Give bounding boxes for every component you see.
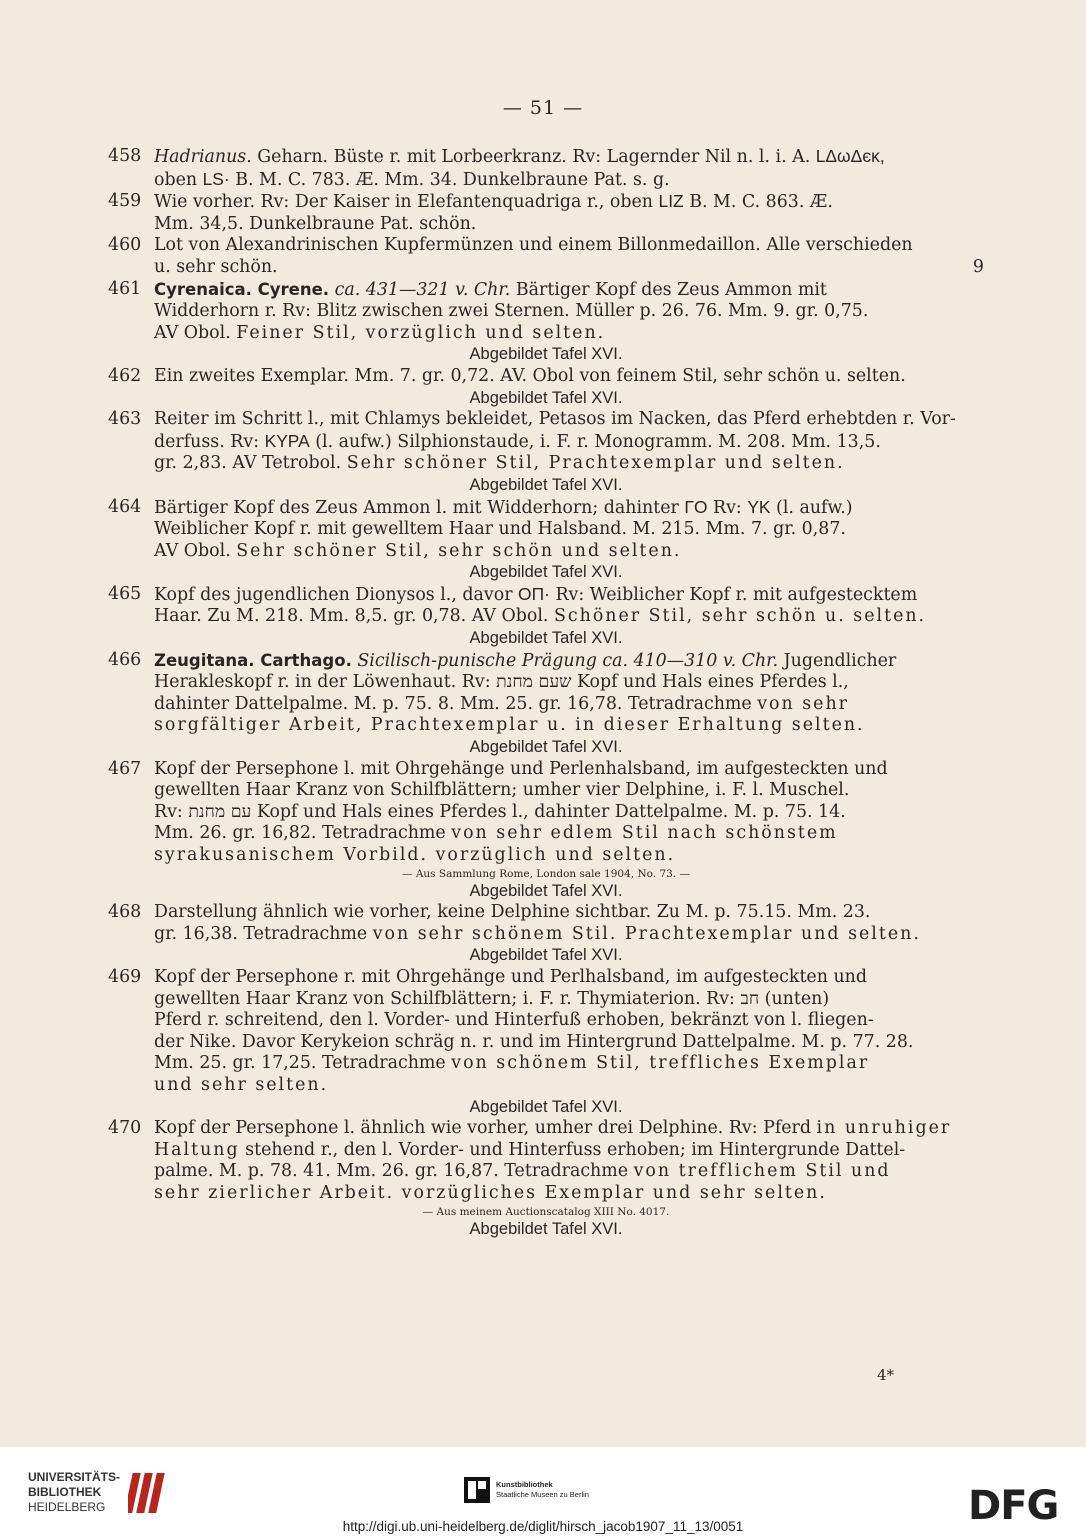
catalog-entry (108, 497, 984, 584)
entry-text: Wie vorher. Rv: Der Kaiser in Elefantenquadriga r., oben (154, 192, 659, 213)
entry-text: OΠ· (518, 583, 550, 604)
entry-line (154, 967, 984, 989)
entry-text: gewellten Haar Kranz von Schilfblättern; i. F. r. Thymiaterion. Rv: חב (unten) (154, 988, 830, 1009)
entry-text: B. M. C. 783. Æ. Mm. 34. Dunkelbraune Pat. s. g. (229, 169, 670, 190)
plate-caption: Abgebildet Tafel XVI. (469, 629, 623, 648)
entry-number: 470 (108, 1118, 142, 1139)
entry-text: gr. 16,38. Tetradrachme (154, 923, 373, 944)
entry-text: Pferd r. schreitend, den l. Vorder- und Hinterfuß erhoben, bekränzt von l. fliegen- (154, 1010, 874, 1031)
entry-text: AV Obol. (154, 322, 237, 343)
entry-text: und sehr selten. (154, 1074, 329, 1095)
entry-text: u. sehr schön. (154, 256, 278, 277)
plate-caption: Abgebildet Tafel XVI. (469, 345, 623, 364)
entry-number: 464 (108, 496, 142, 517)
plate-caption: Abgebildet Tafel XVI. (469, 1219, 623, 1238)
entry-line (154, 519, 984, 541)
entry-text: Herakleskopf r. in der Löwenhaut. Rv: שעם מחנת Kopf und Hals eines Pferdes l., (154, 672, 849, 693)
entry-text: YK (747, 496, 771, 517)
entry-text: von sehr (757, 693, 849, 714)
library-emblem-icon (128, 1467, 172, 1517)
entry-text: palme. M. p. 78. 41. Mm. 26. gr. 16,87. Tetradrachme (154, 1161, 634, 1182)
kunstbibliothek-emblem-icon (464, 1477, 490, 1503)
entry-line (154, 823, 984, 845)
entry-line (154, 1140, 984, 1162)
entry-line (154, 235, 984, 257)
signature-mark: 4* (877, 1366, 895, 1384)
entry-line (154, 257, 984, 279)
entry-line (154, 323, 984, 345)
catalog-entry (108, 235, 984, 278)
entry-text: (l. aufw.) Silphionstaude, i. F. r. Monogramm. M. 208. Mm. 13,5. (309, 431, 881, 452)
entry-text: Rv: עם מחנת Kopf und Hals eines Pferdes l., dahinter Dattelpalme. M. p. 75. 14. (154, 801, 846, 822)
entry-text: dahinter Dattelpalme. M. p. 75. 8. Mm. 25. gr. 16,78. Tetradrachme (154, 693, 758, 714)
entry-text: B. M. C. 863. Æ. (683, 192, 833, 213)
uni-line-1: UNIVERSITÄTS- (28, 1469, 121, 1484)
entry-number: 468 (108, 902, 142, 923)
entry-text: Geharn. Büste r. mit Lorbeerkranz. Rv: Lagernder Nil n. l. i. A. (251, 147, 816, 167)
entry-text: von sehr edlem Stil nach schönstem (451, 823, 838, 844)
entry-number: 463 (108, 409, 142, 430)
entry-number: 466 (108, 649, 142, 670)
entry-number: 458 (108, 146, 142, 166)
entry-text: Rv: Weiblicher Kopf r. mit aufgestecktem (549, 584, 918, 605)
entry-text: von schönem Stil, treffliches Exemplar (451, 1053, 870, 1074)
entry-number: 469 (108, 966, 142, 987)
entry-text: LS· (202, 168, 230, 189)
entry-text: Reiter im Schritt l., mit Chlamys bekleidet, Petasos im Nacken, das Pferd erhebtden r. Vor- (154, 409, 956, 430)
plate-caption: Abgebildet Tafel XVI. (469, 738, 623, 757)
entry-line (154, 169, 984, 192)
entry-text: Mm. 34,5. Dunkelbraune Pat. schön. (154, 213, 477, 234)
entry-text: der Nike. Davor Kerykeion schräg n. r. und im Hintergrund Dattelpalme. M. p. 77. 28. (154, 1031, 914, 1052)
entry-text: Weiblicher Kopf r. mit gewelltem Haar und Halsband. M. 215. Mm. 7. gr. 0,87. (154, 519, 846, 540)
entry-line (154, 924, 984, 946)
catalog-entries (108, 146, 984, 1240)
catalog-entry (108, 967, 984, 1118)
catalog-entry (108, 366, 984, 409)
entry-text: oben (154, 169, 203, 190)
catalog-entry (108, 650, 984, 759)
entry-text: AV Obol. (154, 540, 237, 561)
entry-number: 465 (108, 583, 142, 604)
plate-caption: Abgebildet Tafel XVI. (469, 946, 623, 965)
entry-line (154, 845, 984, 867)
entry-line (154, 1053, 984, 1075)
entry-text: Darstellung ähnlich wie vorher, keine Delphine sichtbar. Zu M. p. 75.15. Mm. 23. (154, 902, 871, 923)
entry-text: LIZ (658, 191, 684, 212)
dfg-logo[interactable]: DFG (968, 1483, 1059, 1529)
permalink-url[interactable]: http://digi.ub.uni-heidelberg.de/diglit/hirsch_jacob1907_11_13/0051 (342, 1519, 744, 1534)
entry-line (154, 541, 984, 563)
uni-line-2: BIBLIOTHEK (28, 1484, 102, 1499)
entry-line (154, 301, 984, 323)
plate-caption: Abgebildet Tafel XVI. (469, 388, 623, 407)
entry-line (154, 214, 984, 236)
heidelberg-library-logo[interactable] (28, 1467, 172, 1517)
page-number: — 51 — (502, 97, 584, 119)
kunstbibliothek-logo[interactable] (464, 1477, 589, 1503)
entry-line (154, 1032, 984, 1054)
entry-text: Hadrianus. (154, 147, 252, 167)
entry-text: Kopf der Persephone r. mit Ohrgehänge und Perlhalsband, im aufgesteckten und (154, 966, 867, 987)
entry-line (154, 715, 984, 737)
catalog-entry (108, 759, 984, 903)
entry-text: Kopf der Persephone l. ähnlich wie vorher, umher drei Delphine. Rv: Pferd (154, 1118, 817, 1139)
entry-line (154, 780, 984, 802)
entry-line (154, 409, 984, 431)
plate-caption: Abgebildet Tafel XVI. (469, 881, 623, 900)
catalog-entry (108, 279, 984, 366)
entry-text: LΔωΔєκ, (815, 146, 885, 166)
entry-text: (l. aufw.) (770, 497, 853, 518)
entry-line (154, 672, 984, 694)
entry-line (154, 1161, 984, 1183)
catalog-entry (108, 146, 984, 191)
catalog-entry (108, 584, 984, 650)
catalog-entry (108, 409, 984, 496)
catalog-entry (108, 902, 984, 967)
entry-line (154, 759, 984, 781)
entry-text: Widderhorn r. Rv: Blitz zwischen zwei Sternen. Müller p. 26. 76. Mm. 9. gr. 0,75. (154, 301, 869, 322)
entry-text: Bärtiger Kopf des Zeus Ammon mit (510, 279, 827, 300)
entry-text: Jugendlicher (778, 650, 897, 671)
entry-line (154, 584, 984, 607)
entry-line (154, 902, 984, 924)
entry-text: in unruhiger (816, 1118, 952, 1139)
entry-text: Mm. 26. gr. 16,82. Tetradrachme (154, 823, 452, 844)
plate-caption: Abgebildet Tafel XVI. (469, 475, 623, 494)
provenance-note: — Aus meinem Auctionscatalog XIII No. 4017. (422, 1205, 670, 1218)
entry-line (154, 191, 984, 214)
entry-number: 461 (108, 278, 142, 299)
entry-line (154, 453, 984, 475)
entry-text: stehend r., den l. Vorder- und Hinterfuss erhoben; im Hintergrunde Dattel- (239, 1139, 906, 1160)
entry-line (154, 146, 984, 169)
entry-line (154, 1010, 984, 1032)
entry-line (154, 1075, 984, 1097)
entry-number: 459 (108, 191, 142, 212)
entry-text: ca. 431—321 v. Chr. (334, 279, 511, 300)
entry-text: KYPA (264, 430, 310, 451)
entry-text: Sehr schöner Stil, Prachtexemplar und selten. (346, 453, 845, 474)
entry-text: Cyrenaica. Cyrene. (154, 279, 330, 299)
entry-text: Lot von Alexandrinischen Kupfermünzen und einem Billonmedaillon. Alle verschieden (154, 235, 913, 256)
entry-text: syrakusanischem Vorbild. vorzüglich und selten. (154, 845, 676, 865)
entry-text: Sicilisch-punische Prägung ca. 410—310 v. Chr. (357, 650, 779, 671)
entry-line (154, 650, 984, 673)
entry-text: von trefflichem Stil und (633, 1161, 891, 1182)
entry-line (154, 802, 984, 824)
entry-line (154, 989, 984, 1011)
entry-line (154, 1118, 984, 1140)
entry-text: sorgfältiger Arbeit, Prachtexemplar u. in dieser Erhaltung selten. (154, 715, 865, 736)
entry-text: Ein zweites Exemplar. Mm. 7. gr. 0,72. AV. Obol von feinem Stil, sehr schön u. selten. (154, 365, 906, 386)
uni-line-3: HEIDELBERG (28, 1499, 106, 1514)
entry-line (154, 694, 984, 716)
entry-text: gewellten Haar Kranz von Schilfblättern; umher vier Delphine, i. F. l. Muschel. (154, 780, 850, 801)
entry-text: ΓO (684, 496, 708, 517)
entry-text: Kopf der Persephone l. mit Ohrgehänge und Perlenhalsband, im aufgesteckten und (154, 758, 888, 779)
entry-text: Zeugitana. Carthago. (154, 650, 352, 670)
entry-line (154, 366, 984, 388)
entry-text: Bärtiger Kopf des Zeus Ammon l. mit Widderhorn; dahinter (154, 497, 685, 518)
entry-text: gr. 2,83. AV Tetrobol. (154, 453, 347, 474)
entry-number: 467 (108, 758, 142, 779)
catalog-entry (108, 191, 984, 235)
entry-text: derfuss. Rv: (154, 431, 265, 452)
entry-text: Haar. Zu M. 218. Mm. 8,5. gr. 0,78. AV Obol. (154, 606, 554, 627)
entry-text: Kopf des jugendlichen Dionysos l., davor (154, 584, 519, 605)
entry-line (154, 606, 984, 628)
entry-line (154, 279, 984, 302)
entry-number: 462 (108, 365, 142, 386)
entry-line (154, 497, 984, 520)
entry-text: Sehr schöner Stil, sehr schön und selten. (236, 540, 682, 561)
entry-text: Rv: (707, 497, 748, 518)
entry-text: von sehr schönem Stil. Prachtexemplar und selten. (372, 923, 921, 944)
entry-text: Schöner Stil, sehr schön u. selten. (553, 606, 927, 627)
footer-bar (0, 1447, 1086, 1540)
plate-caption: Abgebildet Tafel XVI. (469, 563, 623, 582)
kb-line-2: Staatliche Museen zu Berlin (496, 1490, 589, 1499)
entry-number: 460 (108, 235, 142, 256)
entry-line (154, 1183, 984, 1205)
entry-text: 9 (972, 256, 984, 277)
kb-line-1: Kunstbibliothek (496, 1480, 553, 1489)
catalog-entry (108, 1118, 984, 1240)
entry-text: Feiner Stil, vorzüglich und selten. (236, 322, 606, 343)
entry-line (154, 431, 984, 454)
entry-text: Mm. 25. gr. 17,25. Tetradrachme (154, 1053, 452, 1074)
plate-caption: Abgebildet Tafel XVI. (469, 1097, 623, 1116)
entry-text: Haltung (154, 1139, 240, 1160)
entry-text: sehr zierlicher Arbeit. vorzügliches Exemplar und sehr selten. (154, 1182, 827, 1203)
provenance-note: — Aus Sammlung Rome, London sale 1904, No. 73. — (402, 867, 690, 880)
